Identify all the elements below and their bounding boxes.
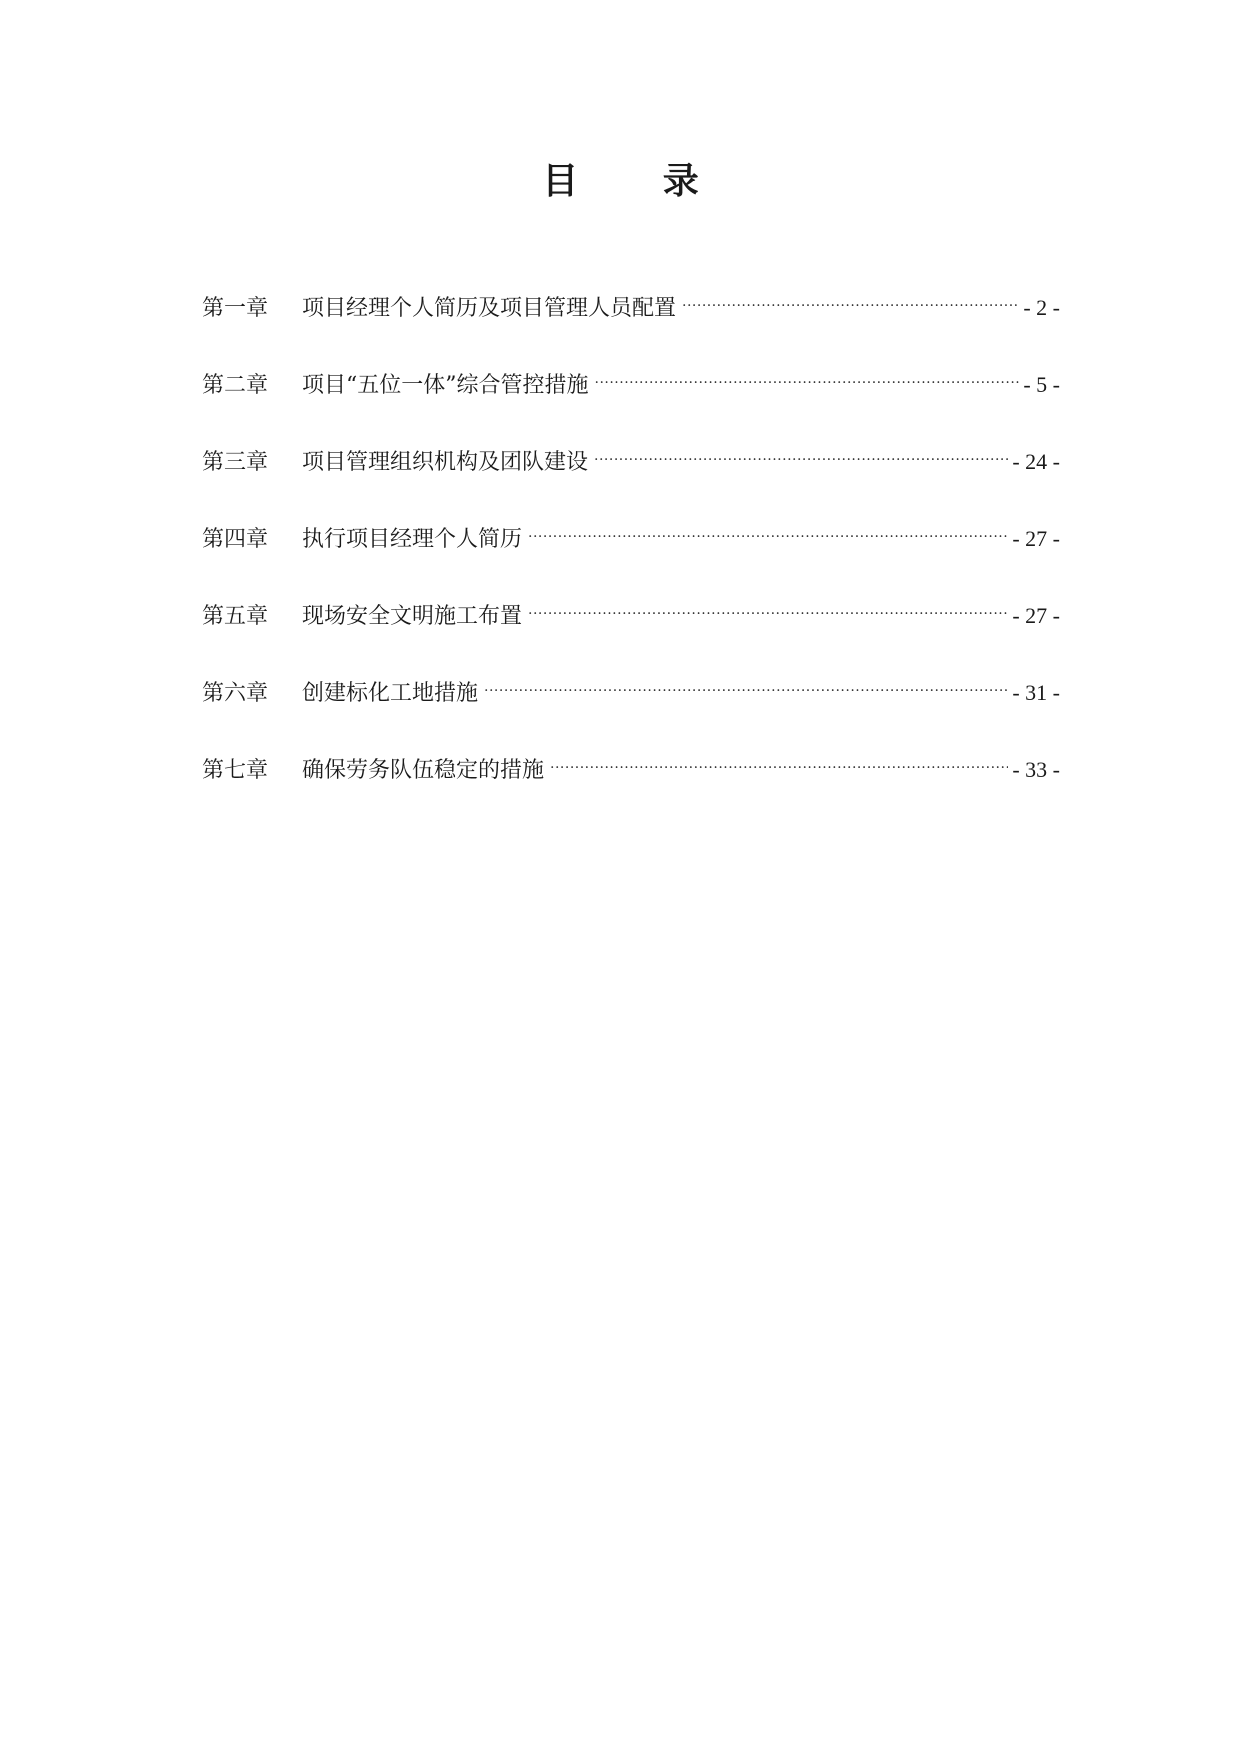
toc-dot-leader <box>550 747 1008 777</box>
toc-chapter-heading: 项目“五位一体”综合管控措施 <box>302 373 589 398</box>
toc-chapter-heading: 执行项目经理个人简历 <box>302 527 523 552</box>
toc-entry[interactable] <box>202 439 1060 516</box>
toc-chapter-heading: 创建标化工地措施 <box>302 681 479 706</box>
toc-chapter-number: 第四章 <box>202 527 269 552</box>
toc-page-number: - 24 - <box>1012 449 1060 474</box>
toc-chapter-heading: 确保劳务队伍稳定的措施 <box>302 758 545 783</box>
toc-chapter-number: 第三章 <box>202 450 269 475</box>
toc-dot-leader <box>528 516 1008 546</box>
toc-chapter-number: 第六章 <box>202 681 269 706</box>
toc-title: 目 录 <box>542 161 735 202</box>
toc-chapter-number: 第二章 <box>202 373 269 398</box>
toc-page-number: - 27 - <box>1012 603 1060 628</box>
toc-chapter-heading: 现场安全文明施工布置 <box>302 604 523 629</box>
toc-page-number: - 33 - <box>1012 757 1060 782</box>
toc-dot-leader <box>682 285 1019 315</box>
toc-chapter-number: 第五章 <box>202 604 269 629</box>
toc-chapter-heading: 项目经理个人简历及项目管理人员配置 <box>302 296 677 321</box>
toc-page-number: - 31 - <box>1012 680 1060 705</box>
toc-dot-leader <box>528 593 1008 623</box>
toc-entry[interactable] <box>202 285 1060 362</box>
toc-entry[interactable] <box>202 747 1060 824</box>
toc-chapter-number: 第一章 <box>202 296 269 321</box>
toc-chapter-heading: 项目管理组织机构及团队建设 <box>302 450 589 475</box>
toc-entry[interactable] <box>202 362 1060 439</box>
toc-page-number: - 27 - <box>1012 526 1060 551</box>
toc-page-number: - 2 - <box>1023 295 1060 320</box>
toc-entry[interactable] <box>202 670 1060 747</box>
toc-chapter-number: 第七章 <box>202 758 269 783</box>
toc-dot-leader <box>595 362 1020 392</box>
toc-dot-leader <box>594 439 1008 469</box>
toc-dot-leader <box>484 670 1008 700</box>
toc-page-number: - 5 - <box>1023 372 1060 397</box>
table-of-contents <box>202 285 1060 824</box>
toc-entry[interactable] <box>202 516 1060 593</box>
toc-entry[interactable] <box>202 593 1060 670</box>
